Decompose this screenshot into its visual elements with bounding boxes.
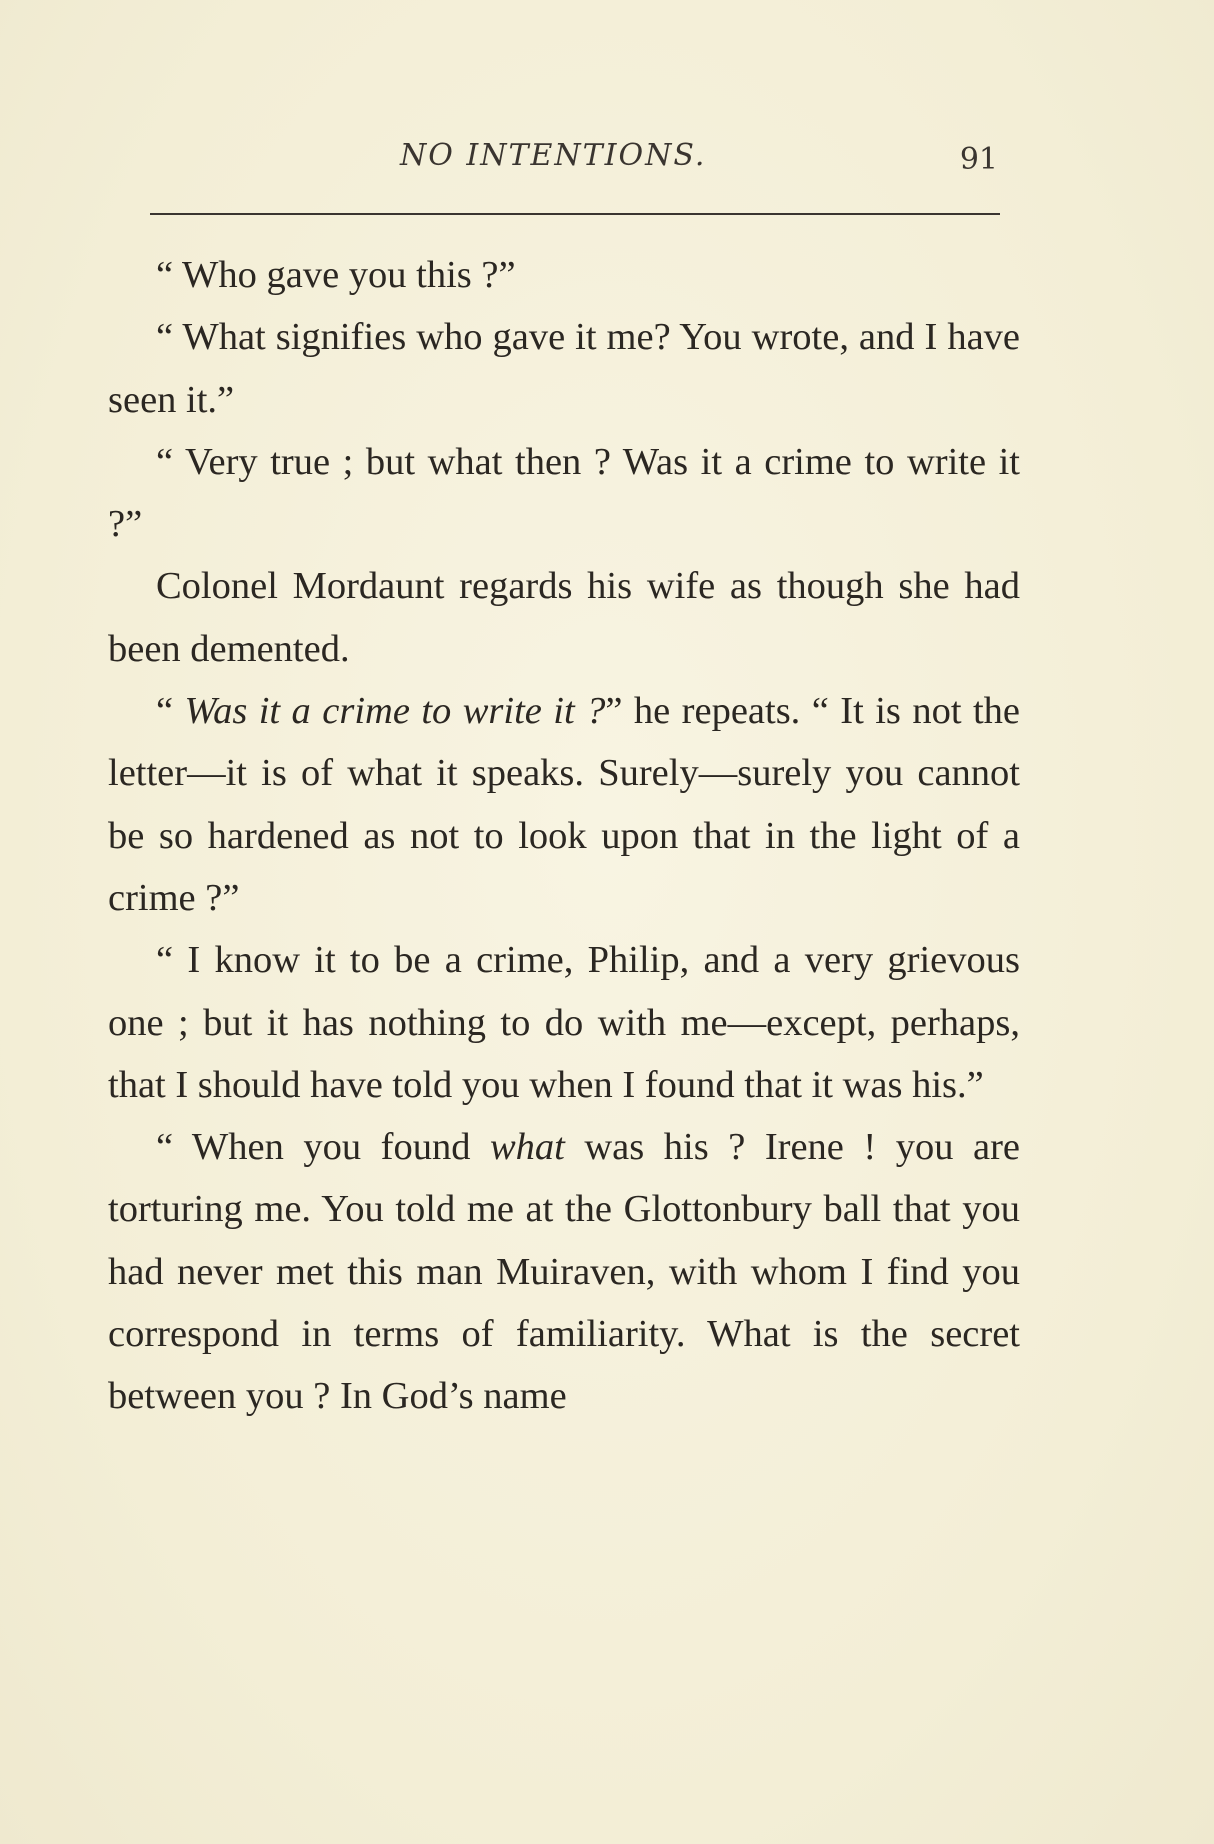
body-text [108, 244, 1020, 1428]
text-run: “ [156, 690, 185, 733]
paragraph: “ I know it to be a crime, Philip, and a very grievous one ; but it has nothing to do with me—except, perhaps, that I should have told you when I found that it was his.” [108, 939, 1020, 1106]
running-head: NO INTENTIONS. [400, 138, 707, 173]
paragraph: “ Who gave you this ?” [156, 254, 516, 296]
text-run: ” he repeats. “ It is not the letter—it is of what it speaks. Surely—surely you cannot be so hardened as not to look upon that in the light of a crime ?” [108, 690, 1020, 919]
paragraph: “ Very true ; but what then ? Was it a crime to write it ?” [108, 440, 1020, 546]
paragraph [108, 1116, 1020, 1427]
text-run: “ When you found [156, 1126, 490, 1169]
paragraph: “ What signifies who gave it me? You wrote, and I have seen it.” [108, 316, 1020, 421]
page-header [150, 132, 1014, 188]
paragraph [108, 680, 1020, 929]
italic-run: Was it a crime to write it ? [184, 690, 606, 733]
text-run: was his ? Irene ! you are torturing me. You told me at the Glottonbury ball that you had never met this man Muiraven, with whom I find you correspond in terms of familiarity. What is the secret between you ? In God’s name [108, 1126, 1021, 1418]
header-rule [150, 213, 1000, 215]
paragraph: Colonel Mordaunt regards his wife as though she had been demented. [108, 565, 1020, 670]
italic-run: what [489, 1126, 565, 1169]
page-number: 91 [959, 142, 998, 177]
